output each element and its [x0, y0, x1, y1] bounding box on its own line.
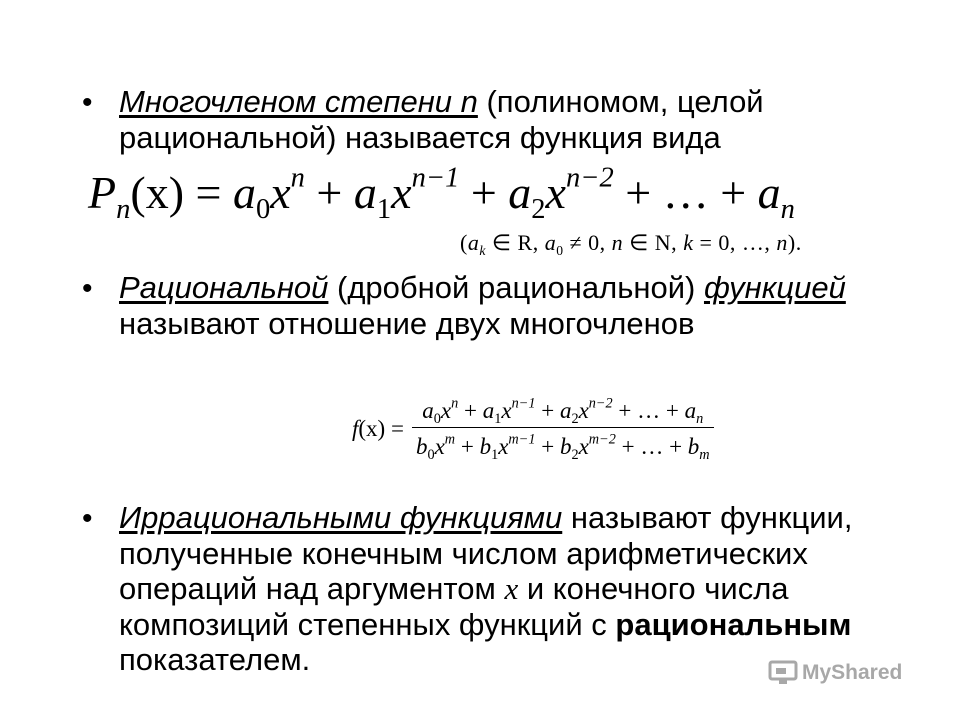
den-p0: m [444, 431, 456, 448]
f1-t2-sub: 2 [531, 193, 546, 225]
rational-text-1: (дробной рациональной) [328, 270, 704, 305]
f1-lhs: P [88, 167, 117, 218]
num-cl: a [684, 398, 697, 423]
bold-rational: рациональным [615, 606, 852, 642]
bullet-rational [82, 270, 902, 341]
num-sl: n [696, 410, 704, 427]
f1-t1-pow: n−1 [411, 162, 460, 194]
bullet-marker: • [82, 272, 93, 305]
f2-lhs: f [352, 416, 359, 441]
den-v0: x [434, 434, 445, 459]
num-s1: 1 [494, 410, 502, 427]
term-rational: Рациональной [119, 270, 329, 305]
irrational-text-3: показателем. [119, 642, 311, 677]
fraction [412, 395, 714, 463]
f1-plus-3: + [613, 167, 663, 218]
den-s1: 1 [491, 446, 499, 463]
num-s0: 0 [433, 410, 441, 427]
irrational-definition-text [119, 500, 902, 678]
den-c2: b [559, 434, 572, 459]
rational-definition-text [119, 270, 902, 341]
cond-n2: n [776, 230, 788, 255]
num-p0: n [451, 395, 459, 412]
irrational-text-1: называют функции, полученные конечным числом арифметических операций над аргументом [119, 500, 853, 606]
term-function: функцией [703, 270, 846, 305]
f1-t2-var: x [545, 167, 566, 218]
fraction-numerator [418, 395, 707, 427]
f1-t1-var: x [391, 167, 412, 218]
bullet-irrational [82, 500, 902, 678]
den-ellipsis: … [640, 434, 664, 459]
cond-a2: a [544, 230, 557, 255]
cond-neq: ≠ 0, [563, 230, 612, 255]
num-plus-2: + [535, 398, 560, 423]
screen-icon [768, 660, 798, 686]
den-plus-2: + [535, 434, 560, 459]
f1-t2-pow: n−2 [565, 162, 614, 194]
rational-text-2: называют отношение двух многочленов [119, 305, 695, 341]
f1-t1-coef: a [353, 167, 377, 218]
f1-lhs-arg: (x) [130, 167, 185, 218]
num-plus-4: + [660, 398, 685, 423]
f1-plus-4: + [708, 167, 758, 218]
den-plus-1: + [455, 434, 480, 459]
den-v1: x [498, 434, 509, 459]
num-v1: x [501, 398, 512, 423]
num-c1: a [482, 398, 495, 423]
cond-range: = 0, …, [693, 230, 777, 255]
f1-t0-coef: a [232, 167, 256, 218]
f1-lhs-sub: n [116, 193, 131, 225]
polynomial-text: (полиномом, целой рациональной) называется функция вида [119, 84, 764, 155]
f1-plus-2: + [459, 167, 509, 218]
den-p1: m−1 [508, 431, 536, 448]
cond-k: k [479, 242, 486, 258]
cond-close: ). [787, 230, 802, 255]
num-ellipsis: … [637, 398, 661, 423]
f1-ellipsis: … [662, 167, 709, 218]
f1-plus-1: + [304, 167, 354, 218]
num-v0: x [440, 398, 452, 423]
f1-t1-sub: 1 [376, 193, 392, 225]
term-irrational: Иррациональными функциями [119, 500, 563, 535]
cond-in-r: ∈ R, [485, 230, 545, 255]
watermark [768, 660, 902, 686]
cond-zero: 0 [556, 242, 564, 258]
polynomial-definition-text [119, 84, 902, 155]
rational-function-formula [352, 395, 714, 463]
num-v2: x [578, 398, 589, 423]
irrational-text-2: и конечного числа композиций степенных функций с [119, 571, 789, 642]
bullet-marker: • [82, 502, 93, 535]
den-s2: 2 [571, 446, 579, 463]
den-c0: b [415, 434, 428, 459]
num-c2: a [559, 398, 572, 423]
f2-lhs-wrap [352, 416, 404, 442]
den-s0: 0 [427, 446, 435, 463]
cond-open: ( [460, 230, 468, 255]
f1-t0-pow: n [290, 162, 305, 194]
f1-eq: = [184, 167, 233, 218]
num-p2: n−2 [588, 395, 613, 412]
num-plus-1: + [458, 398, 483, 423]
f1-t0-var: x [270, 167, 291, 218]
num-s2: 2 [571, 410, 579, 427]
den-c1: b [479, 434, 492, 459]
den-plus-4: + [663, 434, 688, 459]
num-plus-3: + [612, 398, 638, 423]
cond-in-n: ∈ N, [623, 230, 684, 255]
f2-lhs-arg: (x) = [358, 416, 404, 441]
den-plus-3: + [615, 434, 641, 459]
num-p1: n−1 [511, 395, 536, 412]
f1-t2-coef: a [508, 167, 532, 218]
cond-n: n [611, 230, 624, 255]
f1-last-sub: n [780, 193, 795, 225]
f1-last-coef: a [757, 167, 781, 218]
polynomial-conditions [460, 230, 802, 256]
den-cl: b [687, 434, 700, 459]
cond-a: a [467, 230, 480, 255]
term-polynomial: Многочленом степени n [119, 84, 478, 119]
den-v2: x [578, 434, 589, 459]
argument-x: x [504, 571, 519, 606]
den-p2: m−2 [588, 431, 616, 448]
f1-t0-sub: 0 [255, 193, 271, 225]
den-sl: m [699, 446, 710, 463]
fraction-denominator [412, 428, 714, 463]
watermark-text: MyShared [802, 661, 903, 684]
bullet-marker: • [82, 86, 93, 119]
polynomial-formula [88, 162, 795, 225]
bullet-polynomial [82, 84, 902, 155]
num-c0: a [422, 398, 434, 423]
cond-k2: k [683, 230, 694, 255]
